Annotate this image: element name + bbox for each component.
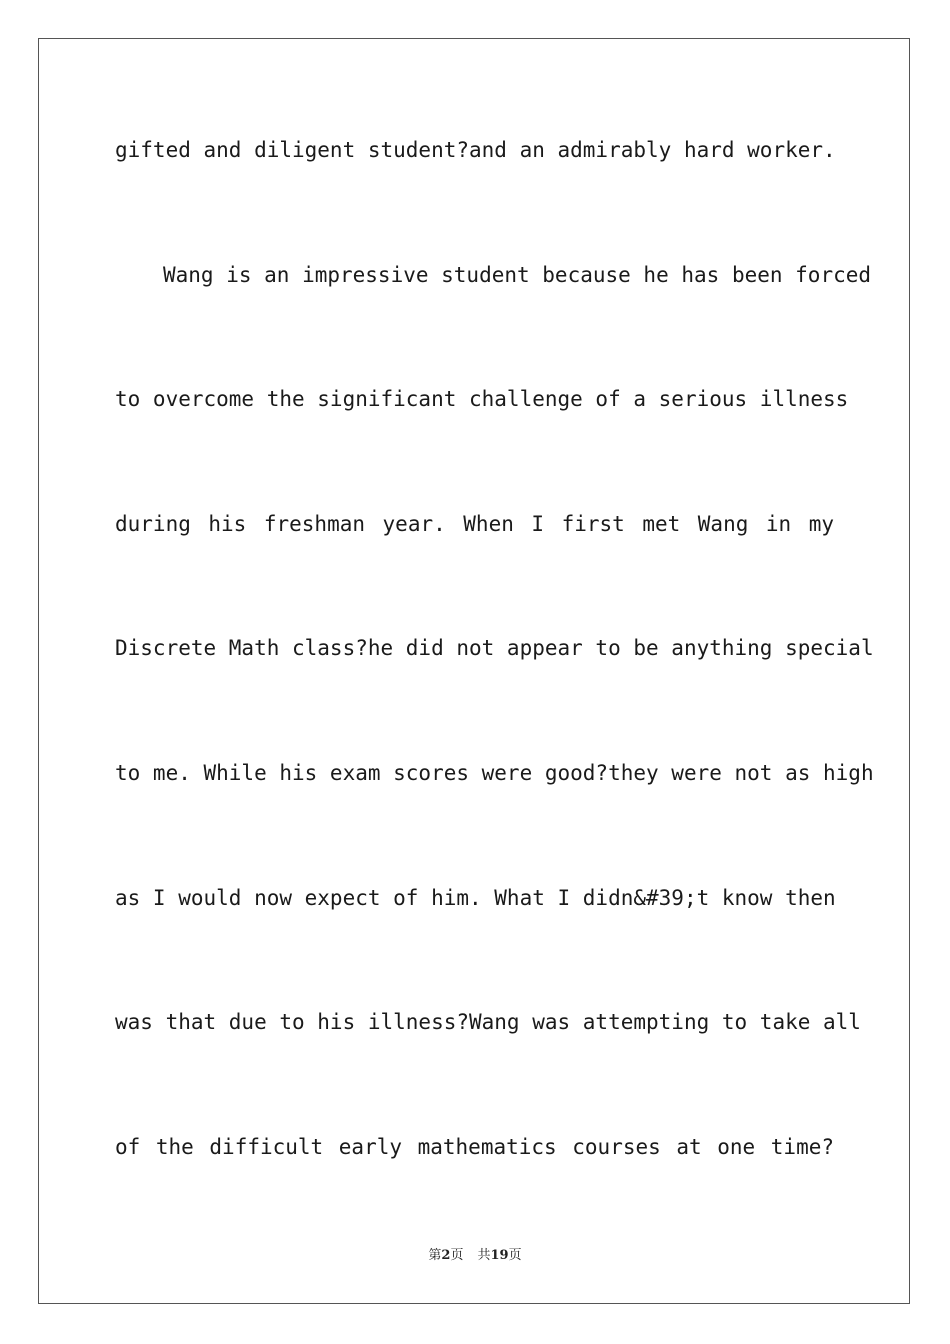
- text-line: Wang is an impressive student because he has been forced: [163, 262, 872, 287]
- text-line: during his freshman year. When I first met Wang in my: [115, 511, 834, 536]
- text-line: to overcome the significant challenge of a serious illness: [115, 387, 849, 412]
- text-line: as I would now expect of him. What I didn&#39;t know then: [115, 885, 836, 910]
- document-body: [115, 88, 874, 1209]
- total-pages: 共19页: [477, 1248, 522, 1263]
- text-line: gifted and diligent student?and an admirably hard worker.: [115, 138, 836, 162]
- text-line: was that due to his illness?Wang was attempting to take all: [115, 1010, 861, 1035]
- page-number: 第2页: [428, 1248, 464, 1263]
- text-line: to me. While his exam scores were good?they were not as high: [115, 760, 874, 785]
- text-line: of the difficult early mathematics courses at one time?: [115, 1134, 834, 1159]
- page-footer: [0, 1246, 950, 1266]
- text-line: Discrete Math class?he did not appear to be anything special: [115, 636, 874, 661]
